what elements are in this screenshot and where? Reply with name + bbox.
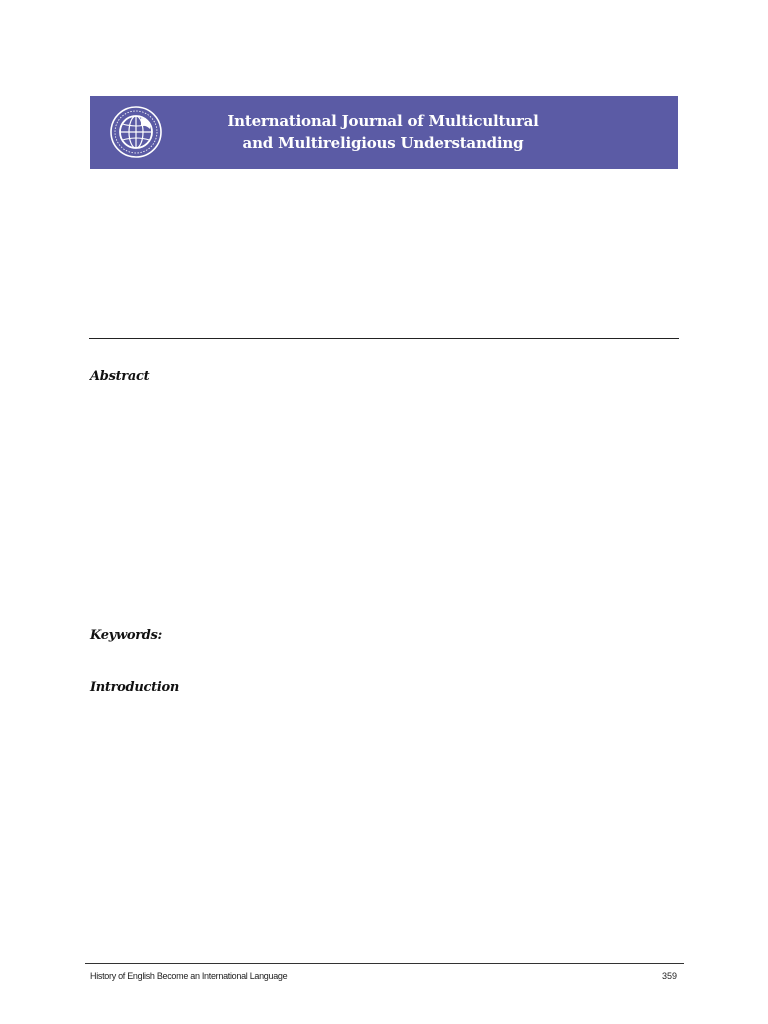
header-divider (89, 338, 679, 339)
page-number: 359 (661, 971, 677, 981)
footer-divider (85, 963, 684, 964)
globe-seal-icon (107, 105, 165, 159)
journal-title (198, 110, 568, 154)
running-title: History of English Become an International Language (90, 971, 288, 981)
journal-title-line-2: and Multireligious Understanding (242, 134, 524, 152)
abstract-heading: Abstract (90, 369, 150, 384)
keywords-heading: Keywords: (90, 628, 163, 643)
journal-header-banner (90, 96, 678, 169)
journal-title-line-1: International Journal of Multicultural (227, 112, 539, 130)
introduction-heading: Introduction (90, 680, 179, 695)
